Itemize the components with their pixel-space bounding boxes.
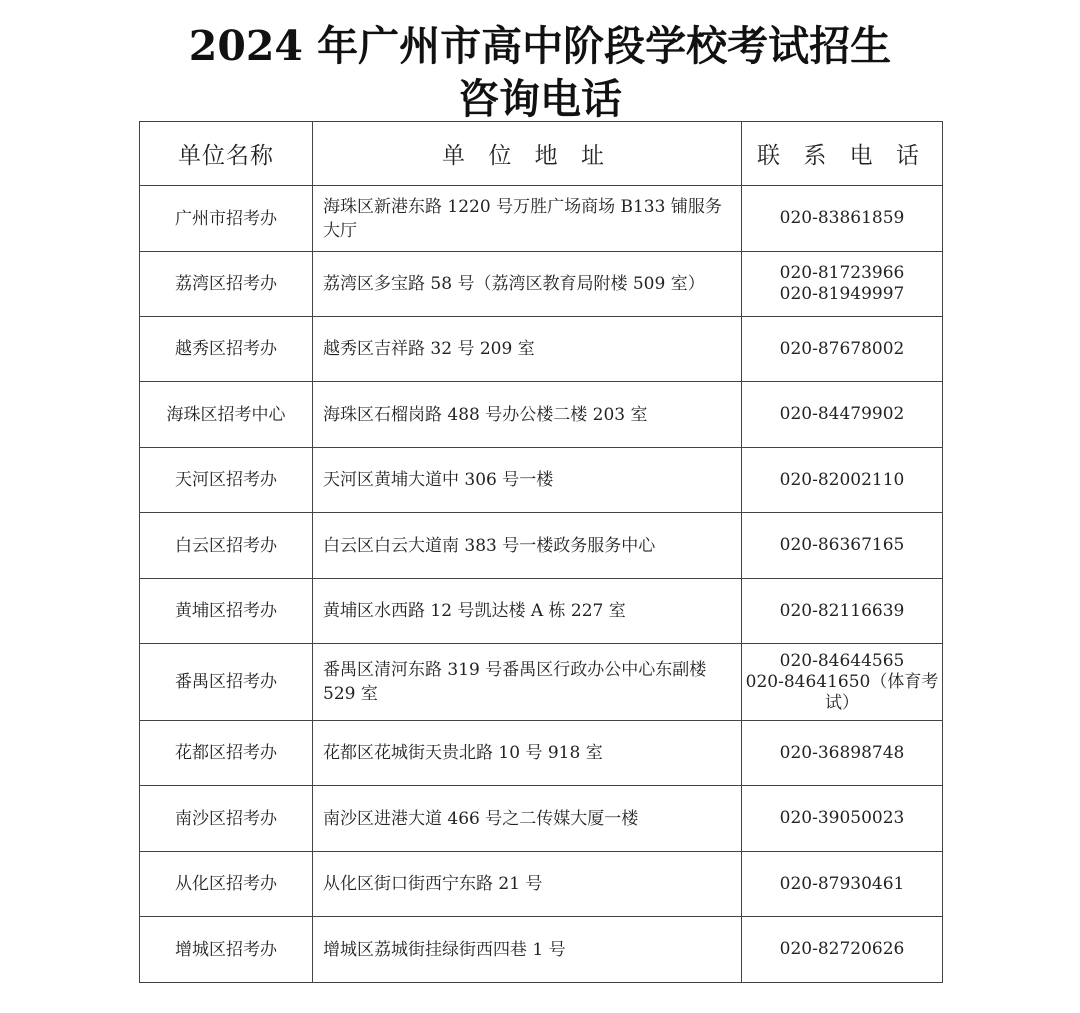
unit-name-cell: 越秀区招考办	[140, 317, 313, 382]
phone-number: 020-36898748	[779, 742, 905, 763]
phone-number: 020-39050023	[779, 808, 905, 828]
contact-phone-cell	[742, 852, 943, 917]
contact-phone-cell	[742, 644, 943, 721]
table-row	[140, 186, 943, 252]
header-unit-name: 单位名称	[140, 122, 313, 186]
phone-number: 020-84479902	[779, 404, 905, 424]
phone-number: 020-82116639	[779, 600, 905, 621]
table-row	[140, 448, 943, 513]
table-row	[140, 317, 943, 382]
unit-address-cell: 海珠区新港东路 1220 号万胜广场商场 B133 铺服务大厅	[313, 186, 742, 252]
contact-phone-cell	[742, 917, 943, 983]
phone-number: 020-81949997	[779, 284, 905, 304]
contact-phone-cell	[742, 382, 943, 448]
unit-name-cell: 增城区招考办	[140, 917, 313, 983]
table-row	[140, 917, 943, 983]
phone-number: 020-84644565	[779, 650, 905, 671]
unit-address-cell: 海珠区石榴岗路 488 号办公楼二楼 203 室	[313, 382, 742, 448]
phone-number: 020-86367165	[779, 535, 905, 555]
phone-number: 020-81723966	[779, 263, 905, 283]
unit-name-cell: 黄埔区招考办	[140, 579, 313, 644]
unit-name-cell: 南沙区招考办	[140, 786, 313, 852]
page-subtitle: 咨询电话	[458, 75, 622, 123]
contact-phone-cell	[742, 448, 943, 513]
table-row	[140, 721, 943, 786]
unit-name-cell: 海珠区招考中心	[140, 382, 313, 448]
unit-address-cell: 越秀区吉祥路 32 号 209 室	[313, 317, 742, 382]
unit-address-cell: 南沙区进港大道 466 号之二传媒大厦一楼	[313, 786, 742, 852]
phone-number: 020-82002110	[779, 469, 905, 490]
table-row	[140, 513, 943, 579]
unit-address-cell: 番禺区清河东路 319 号番禺区行政办公中心东副楼 529 室	[313, 644, 742, 721]
unit-address-cell: 白云区白云大道南 383 号一楼政务服务中心	[313, 513, 742, 579]
table-row	[140, 786, 943, 852]
page-title: 2024 年广州市高中阶段学校考试招生	[188, 22, 892, 70]
table-row	[140, 644, 943, 721]
unit-name-cell: 天河区招考办	[140, 448, 313, 513]
contact-phone-cell	[742, 252, 943, 317]
header-unit-address: 单 位 地 址	[313, 122, 742, 186]
unit-name-cell: 荔湾区招考办	[140, 252, 313, 317]
contact-phone-cell	[742, 317, 943, 382]
unit-address-cell: 黄埔区水西路 12 号凯达楼 A 栋 227 室	[313, 579, 742, 644]
unit-name-cell: 从化区招考办	[140, 852, 313, 917]
unit-name-cell: 番禺区招考办	[140, 644, 313, 721]
phone-number: 020-87930461	[779, 873, 905, 894]
unit-name-cell: 花都区招考办	[140, 721, 313, 786]
phone-number: 020-82720626	[779, 939, 905, 959]
unit-name-cell: 白云区招考办	[140, 513, 313, 579]
table-row	[140, 579, 943, 644]
contact-phone-cell	[742, 786, 943, 852]
contact-phone-cell	[742, 721, 943, 786]
header-contact-phone: 联 系 电 话	[742, 122, 943, 186]
unit-address-cell: 天河区黄埔大道中 306 号一楼	[313, 448, 742, 513]
unit-address-cell: 从化区街口街西宁东路 21 号	[313, 852, 742, 917]
unit-address-cell: 荔湾区多宝路 58 号（荔湾区教育局附楼 509 室）	[313, 252, 742, 317]
unit-address-cell: 花都区花城街天贵北路 10 号 918 室	[313, 721, 742, 786]
table-header-row	[140, 122, 943, 186]
contact-table	[139, 121, 943, 983]
contact-phone-cell	[742, 513, 943, 579]
unit-address-cell: 增城区荔城街挂绿街西四巷 1 号	[313, 917, 742, 983]
phone-number: 020-83861859	[779, 208, 905, 228]
phone-number: 020-84641650（体育考试）	[745, 671, 939, 713]
contact-phone-cell	[742, 579, 943, 644]
table-row	[140, 852, 943, 917]
table-row	[140, 252, 943, 317]
unit-name-cell: 广州市招考办	[140, 186, 313, 252]
phone-number: 020-87678002	[779, 338, 905, 359]
table-body	[140, 186, 943, 983]
contact-phone-cell	[742, 186, 943, 252]
table-row	[140, 382, 943, 448]
